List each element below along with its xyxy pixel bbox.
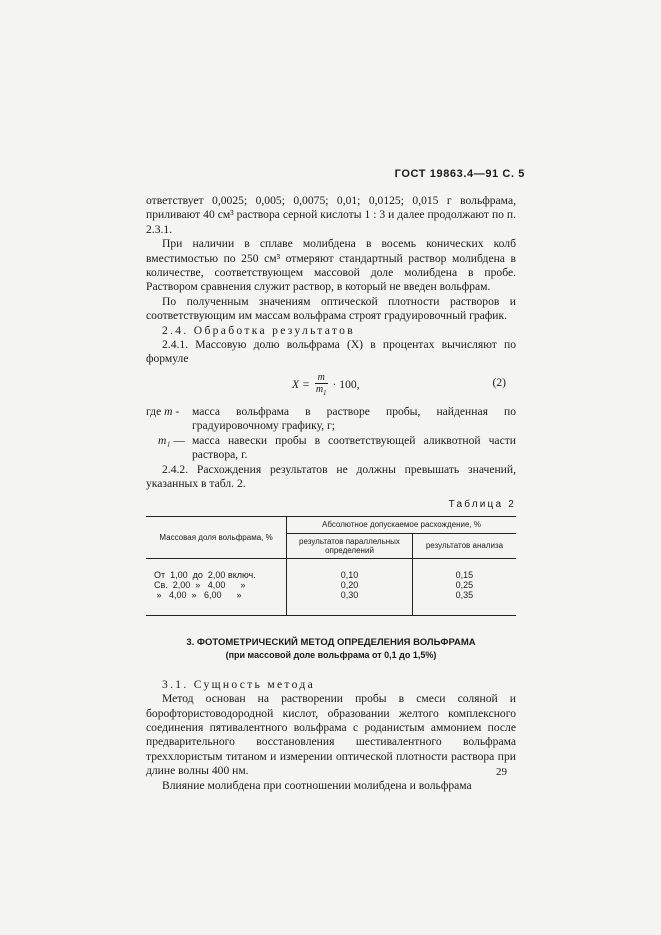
row-value-parallel: 0,10	[287, 558, 413, 581]
where-item-m1	[146, 434, 516, 463]
row-range: От 1,00 до 2,00 включ.	[154, 570, 256, 581]
equation-number: (2)	[492, 375, 506, 389]
paragraph-2-4-2: 2.4.2. Расхождения результатов не должны превышать значений, указанных в табл. 2.	[146, 462, 516, 490]
where-text: масса вольфрама в растворе пробы, найденная по градуировочному графику, г;	[192, 404, 516, 433]
table-header-mass-fraction: Массовая доля вольфрама, %	[146, 516, 287, 558]
where-text: масса навески пробы в соответствующей аликвотной части раствора, г.	[192, 433, 516, 462]
row-value-parallel: 0,20	[287, 581, 413, 591]
page-body	[146, 194, 516, 793]
formula-denominator: $m_1$	[315, 383, 327, 397]
paragraph-2-4-1: 2.4.1. Массовую долю вольфрама (X) в процентах вычисляют по формуле	[146, 338, 516, 366]
row-value-analysis: 0,35	[412, 591, 516, 616]
paragraph-molybdenum-influence: Влияние молибдена при соотношении молибдена и вольфрама	[162, 778, 472, 792]
gost-header: ГОСТ 19863.4—91 С. 5	[394, 168, 525, 180]
formula-numerator: m	[315, 372, 328, 384]
formula-2	[146, 368, 516, 402]
where-label: где m -	[146, 404, 180, 418]
section-3-subtitle: (при массовой доле вольфрама от 0,1 до 1,5%)	[225, 649, 437, 660]
section-3-1-heading: 3.1. Сущность метода	[162, 677, 316, 691]
paragraph-molybdenum: При наличии в сплаве молибдена в восемь конических колб вместимостью по 250 см³ отмеряют стандартный раствор молибдена в количестве, соответствующем массовой доле молибдена в пробе. Раствором сравнения служит раствор, в который не введен вольфрам.	[146, 237, 516, 294]
row-value-analysis: 0,15	[412, 558, 516, 581]
where-item-m	[146, 405, 516, 434]
paragraph-3-1: Метод основан на растворении пробы в смеси соляной и борофтористоводородной кислот, образовании желтого комплексного соединения пятивалентного вольфрама с роданистым аммонием после предварительного восстановления шестивалентного вольфрама треххлористым титаном и измерении оптической плотности раствора при длине волны 400 нм.	[146, 692, 516, 778]
table-row	[146, 581, 516, 591]
formula-lhs: X =	[292, 378, 310, 392]
formula-fraction	[313, 372, 330, 399]
table-row	[146, 591, 516, 616]
row-range: Св. 2,00 » 4,00 »	[154, 580, 246, 591]
table-row	[146, 558, 516, 581]
formula-body	[292, 372, 360, 399]
table-header-group: Абсолютное допускаемое расхождение, %	[287, 516, 516, 533]
section-2-4-heading: 2.4. Обработка результатов	[162, 323, 355, 337]
table-header-parallel: результатов параллельных определений	[287, 533, 413, 558]
page-number: 29	[496, 766, 507, 778]
row-value-parallel: 0,30	[287, 591, 413, 616]
table-header-analysis: результатов анализа	[412, 533, 516, 558]
section-3-title: 3. ФОТОМЕТРИЧЕСКИЙ МЕТОД ОПРЕДЕЛЕНИЯ ВОЛЬФРАМА	[186, 636, 476, 648]
row-value-analysis: 0,25	[412, 581, 516, 591]
row-range: » 4,00 » 6,00 »	[154, 590, 242, 601]
table-title: Таблица 2	[448, 499, 516, 511]
paragraph-continuation: ответствует 0,0025; 0,005; 0,0075; 0,01; 0,0125; 0,015 г вольфрама, приливают 40 см³ раствора серной кислоты 1 : 3 и далее продолжают по п. 2.3.1.	[146, 194, 516, 236]
where-label: m₁ —	[158, 433, 185, 447]
table-2	[146, 516, 516, 616]
paragraph-graph: По полученным значениям оптической плотности растворов и соответствующим им массам вольфрама строят градуировочный график.	[146, 294, 516, 323]
section-3-heading	[146, 636, 516, 662]
formula-rest: · 100,	[332, 378, 360, 392]
